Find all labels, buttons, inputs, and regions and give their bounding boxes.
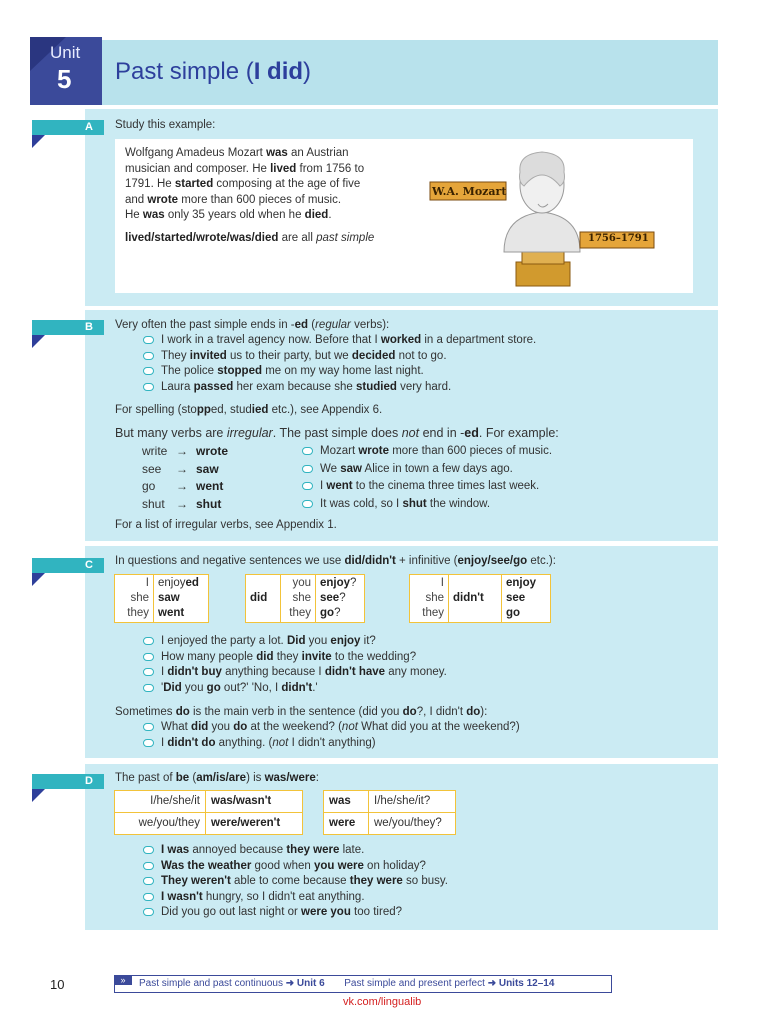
list-item: We saw Alice in town a few days ago. bbox=[302, 461, 552, 479]
cross-references bbox=[139, 978, 554, 989]
list-item: The police stopped me on my way home last night. bbox=[143, 364, 536, 380]
cross-ref-link[interactable]: Past simple and present perfect ➜ Units 12–14 bbox=[344, 978, 555, 989]
irregular-intro: But many verbs are irregular. The past simple does not end in -ed. For example: bbox=[115, 426, 559, 440]
section-b-intro: Very often the past simple ends in -ed (regular verbs): bbox=[115, 319, 390, 331]
pronoun-column: I she they bbox=[410, 575, 449, 623]
be-table-statement bbox=[114, 790, 303, 835]
list-item: Did you go out last night or were you too tired? bbox=[143, 905, 448, 921]
list-item: I wasn't hungry, so I didn't eat anything. bbox=[143, 890, 448, 906]
section-d-intro: The past of be (am/is/are) is was/were: bbox=[115, 772, 319, 784]
page-number: 10 bbox=[50, 977, 65, 992]
section-a-intro: Study this example: bbox=[115, 119, 216, 131]
bullet-icon bbox=[143, 908, 154, 916]
bullet-icon bbox=[143, 846, 154, 854]
pronoun-cell: we/you/they? bbox=[369, 813, 456, 835]
pronoun-cell: I/he/she/it bbox=[115, 791, 206, 813]
verb-row: go → went bbox=[142, 479, 224, 493]
mozart-bust-illustration bbox=[420, 140, 690, 290]
list-item: I didn't do anything. (not I didn't anything) bbox=[143, 736, 520, 752]
verb-column: enjoy? see? go? bbox=[316, 575, 365, 623]
do-examples-list bbox=[143, 720, 520, 751]
pronoun-cell: we/you/they bbox=[115, 813, 206, 835]
be-table-question bbox=[323, 790, 456, 835]
bullet-icon bbox=[143, 893, 154, 901]
list-item: Mozart wrote more than 600 pieces of music. bbox=[302, 443, 552, 461]
unit-number: 5 bbox=[57, 64, 72, 94]
irregular-verb-list bbox=[142, 443, 228, 513]
verb-row: see → saw bbox=[142, 461, 219, 476]
list-item: I enjoyed the party a lot. Did you enjoy it? bbox=[143, 634, 447, 650]
section-d-tag: D bbox=[32, 774, 104, 789]
pronoun-column: you she they bbox=[281, 575, 316, 623]
list-item: What did you do at the weekend? (not What did you at the weekend?) bbox=[143, 720, 520, 736]
list-item: I work in a travel agency now. Before that I worked in a department store. bbox=[143, 333, 536, 349]
be-examples-list bbox=[143, 843, 448, 921]
neg-column: didn't bbox=[449, 575, 502, 623]
bullet-icon bbox=[143, 383, 154, 391]
bullet-icon bbox=[143, 653, 154, 661]
pronoun-column: I she they bbox=[115, 575, 154, 623]
pronoun-cell: I/he/she/it? bbox=[369, 791, 456, 813]
section-c-tag: C bbox=[32, 558, 104, 573]
past-simple-summary: lived/started/wrote/was/died are all past simple bbox=[125, 232, 375, 244]
bullet-icon bbox=[143, 668, 154, 676]
bullet-icon bbox=[302, 482, 313, 490]
cross-ref-link[interactable]: Past simple and past continuous ➜ Unit 6 bbox=[139, 978, 325, 989]
grammar-table-positive bbox=[114, 574, 209, 623]
aux-column: did bbox=[246, 575, 281, 623]
verb-cell: was/wasn't bbox=[206, 791, 303, 813]
section-a-tag: A bbox=[32, 120, 104, 135]
bullet-icon bbox=[143, 352, 154, 360]
verb-column: enjoyed saw went bbox=[154, 575, 209, 623]
grammar-table-question bbox=[245, 574, 365, 623]
appendix-note: For a list of irregular verbs, see Appendix 1. bbox=[115, 519, 337, 531]
mozart-paragraph: Wolfgang Amadeus Mozart was an Austrian musician and composer. He lived from 1756 to 1791. He started composing at the age of five and wrote more than 600 pieces of music. He was only 35 years old when he died. bbox=[125, 147, 365, 221]
list-item: They invited us to their party, but we decided not to go. bbox=[143, 349, 536, 365]
regular-examples-list bbox=[143, 333, 536, 395]
bullet-icon bbox=[143, 684, 154, 692]
bullet-icon bbox=[302, 447, 313, 455]
verb-column: enjoy see go bbox=[502, 575, 551, 623]
list-item: I didn't buy anything because I didn't have any money. bbox=[143, 665, 447, 681]
section-c-intro: In questions and negative sentences we use did/didn't + infinitive (enjoy/see/go etc.): bbox=[115, 555, 556, 567]
section-b-tag: B bbox=[32, 320, 104, 335]
verb-row: shut → shut bbox=[142, 496, 222, 511]
verb-cell: was bbox=[324, 791, 369, 813]
list-item: They weren't able to come because they were so busy. bbox=[143, 874, 448, 890]
list-item: It was cold, so I shut the window. bbox=[302, 496, 552, 514]
page-title: Past simple (I did) bbox=[115, 58, 312, 85]
list-item: Laura passed her exam because she studied very hard. bbox=[143, 380, 536, 396]
watermark-link[interactable]: vk.com/lingualib bbox=[343, 996, 422, 1008]
bullet-icon bbox=[143, 862, 154, 870]
grammar-table-negative bbox=[409, 574, 551, 623]
double-chevron-icon: » bbox=[114, 975, 132, 985]
section-b-tag-fold bbox=[32, 335, 45, 348]
bullet-icon bbox=[143, 637, 154, 645]
mozart-plaque-name: W.A. Mozart bbox=[432, 185, 507, 198]
spelling-note: For spelling (stopped, studied etc.), see Appendix 6. bbox=[115, 404, 383, 416]
did-examples-list bbox=[143, 634, 447, 696]
section-d-tag-fold bbox=[32, 789, 45, 802]
bullet-icon bbox=[143, 877, 154, 885]
list-item: I was annoyed because they were late. bbox=[143, 843, 448, 859]
bullet-icon bbox=[143, 723, 154, 731]
list-item: I went to the cinema three times last week. bbox=[302, 478, 552, 496]
list-item: Was the weather good when you were on holiday? bbox=[143, 859, 448, 875]
section-a-tag-fold bbox=[32, 135, 45, 148]
unit-label: Unit bbox=[50, 43, 81, 62]
bullet-icon bbox=[143, 367, 154, 375]
mozart-plaque-dates: 1756–1791 bbox=[588, 233, 649, 244]
bullet-icon bbox=[302, 465, 313, 473]
do-main-verb-note: Sometimes do is the main verb in the sentence (did you do?, I didn't do): bbox=[115, 706, 488, 718]
bullet-icon bbox=[143, 336, 154, 344]
bullet-icon bbox=[143, 739, 154, 747]
list-item: 'Did you go out?' 'No, I didn't.' bbox=[143, 681, 447, 697]
list-item: How many people did they invite to the wedding? bbox=[143, 650, 447, 666]
bullet-icon bbox=[302, 500, 313, 508]
verb-row: write → wrote bbox=[142, 444, 229, 458]
section-c-tag-fold bbox=[32, 573, 45, 586]
verb-cell: were bbox=[324, 813, 369, 835]
irregular-examples-list bbox=[302, 443, 552, 513]
verb-cell: were/weren't bbox=[206, 813, 303, 835]
